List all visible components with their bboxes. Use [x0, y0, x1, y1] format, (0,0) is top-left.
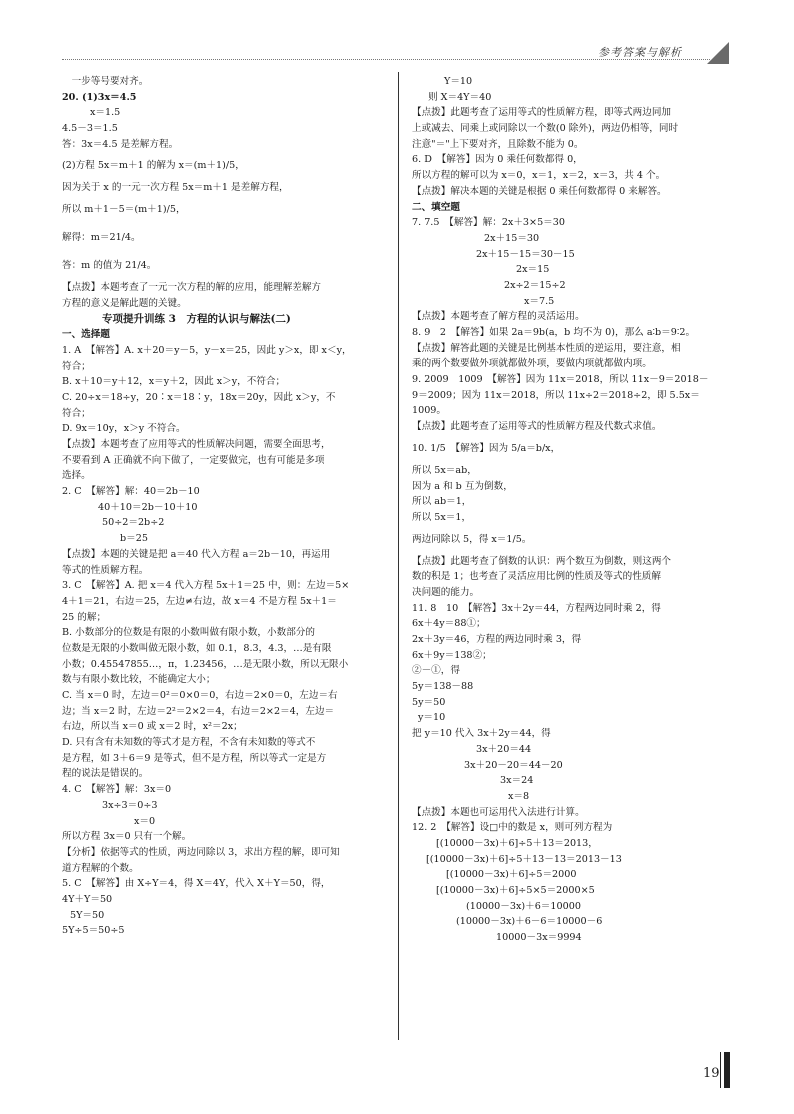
- text-line: D. 9x＝10y，x＞y 不符合。: [62, 423, 186, 435]
- text-line: 是方程，如 3＋6＝9 是等式，但不是方程，所以等式一定是方: [62, 752, 327, 764]
- text-line: 4. C 【解答】解：3x＝0: [62, 784, 172, 796]
- text-line: 5Y＝50: [70, 909, 105, 921]
- text-line: 决问题的能力。: [412, 586, 480, 598]
- header-title: 参考答案与解析: [598, 46, 682, 59]
- text-line: 把 y＝10 代入 3x＋2y＝44，得: [412, 728, 551, 740]
- text-line: 【点拨】此题考查了运用等式的性质解方程及代数式求值。: [412, 421, 662, 433]
- text-line: 小数；0.45547855…，π，1.23456，…是无限小数，所以无限小: [62, 658, 349, 670]
- text-line: 9. 2009 1009 【解答】因为 11x＝2018，所以 11x－9＝2018－: [412, 374, 709, 386]
- text-line: 道方程解的个数。: [62, 862, 139, 874]
- text-line: 【分析】依据等式的性质，两边同除以 3，求出方程的解，即可知: [62, 846, 340, 858]
- text-line: 【点拨】解决本题的关键是根据 0 乘任何数都得 0 来解答。: [412, 185, 667, 197]
- text-line: 9＝2009；因为 11x＝2018，所以 11x÷2＝2018÷2，即 5.5x＝: [412, 389, 700, 401]
- text-line: 答：3x＝4.5 是差解方程。: [62, 138, 179, 150]
- text-line: 所以方程的解可以为 x＝0，x＝1，x＝2，x＝3，共 4 个。: [412, 170, 666, 182]
- text-line: 1. A 【解答】A. x＋20＝y－5，y－x＝25，因此 y＞x，即 x＜y，: [62, 344, 352, 356]
- text-line: 10. 1/5 【解答】因为 5/a＝b/x，: [412, 442, 561, 454]
- text-line: x＝1.5: [90, 107, 121, 119]
- text-line: [(10000－3x)＋6]÷5×5＝2000×5: [436, 885, 595, 896]
- text-line: [(10000－3x)＋6]÷5＝2000: [446, 869, 577, 881]
- text-line: y＝10: [418, 712, 446, 724]
- text-line: 【点拨】本题的关键是把 a＝40 代入方程 a＝2b－10，再运用: [62, 548, 331, 560]
- text-line: 8. 9 2 【解答】如果 2a＝9b(a，b 均不为 0)，那么 a∶b＝9∶2。: [412, 327, 696, 338]
- text-line: 2x＋15－15＝30－15: [476, 248, 575, 260]
- text-line: 两边同除以 5，得 x＝1/5。: [412, 533, 532, 545]
- text-line: 50÷2＝2b÷2: [102, 517, 165, 529]
- text-line: 25 的解；: [62, 611, 107, 623]
- text-line: (10000－3x)＋6＝10000: [466, 900, 581, 912]
- text-line: 【点拨】本题考查了一元一次方程的解的应用，能理解差解方: [62, 282, 322, 294]
- text-line: 2. C 【解答】解：40＝2b－10: [62, 486, 200, 498]
- text-line: 所以 5x＝ab，: [412, 464, 477, 476]
- bold-line: 一、选择题: [62, 329, 110, 341]
- text-line: 因为关于 x 的一元一次方程 5x＝m＋1 是差解方程，: [62, 182, 289, 194]
- text-line: 6x＋9y＝138②；: [412, 649, 492, 661]
- text-line: x＝0: [134, 815, 156, 827]
- text-line: 不要看到 A 正确就不向下做了，一定要做完，也有可能是多项: [62, 454, 325, 466]
- text-line: 数的积是 1；也考查了灵活应用比例的性质及等式的性质解: [412, 571, 661, 583]
- text-line: 40＋10＝2b－10＋10: [98, 501, 198, 513]
- bold-line: 二、填空题: [412, 201, 460, 213]
- text-line: B. 小数部分的位数是有限的小数叫做有限小数，小数部分的: [62, 627, 315, 639]
- text-line: 3x＝24: [500, 775, 534, 787]
- text-line: b＝25: [120, 533, 148, 545]
- text-line: 【点拨】本题考查了解方程的灵活运用。: [412, 311, 585, 323]
- text-line: 符合；: [62, 407, 91, 419]
- text-line: 4＋1＝21，右边＝25，左边≠右边，故 x＝4 不是方程 5x＋1＝: [62, 595, 337, 607]
- column-divider: [398, 72, 399, 1040]
- text-line: 上或减去、同乘上或同除以一个数(0 除外)，两边仍相等，同时: [412, 123, 679, 135]
- text-line: 4Y＋Y＝50: [62, 893, 113, 905]
- text-line: 5Y÷5＝50÷5: [62, 925, 125, 937]
- left-column: [62, 74, 390, 939]
- text-line: Y＝10: [444, 76, 473, 87]
- text-line: 12. 2 【解答】设□中的数是 x，则可列方程为: [412, 822, 613, 834]
- text-line: 一步等号要对齐。: [62, 76, 149, 87]
- text-line: 方程的意义是解此题的关键。: [62, 297, 187, 309]
- text-line: 答：m 的值为 21/4。: [62, 260, 157, 272]
- page-number-thin-bar: [720, 1052, 721, 1088]
- text-line: 2x÷2＝15÷2: [504, 279, 566, 291]
- text-line: 2x＝15: [516, 264, 550, 276]
- text-line: 11. 8 10 【解答】3x＋2y＝44，方程两边同时乘 2，得: [412, 602, 661, 614]
- text-line: 【点拨】此题考查了倒数的认识：两个数互为倒数，则这两个: [412, 555, 672, 567]
- text-line: 符合；: [62, 360, 91, 372]
- text-line: 5y＝138－88: [412, 681, 474, 693]
- text-line: 位数是无限的小数叫做无限小数，如 0.1，8.3，4.3，…是有限: [62, 642, 332, 654]
- text-line: x＝8: [508, 790, 530, 802]
- text-line: 5. C 【解答】由 X÷Y＝4，得 X＝4Y，代入 X＋Y＝50，得，: [62, 878, 331, 890]
- text-line: 1009。: [412, 405, 447, 417]
- page-number-bar: [724, 1052, 730, 1088]
- text-line: 【点拨】解答此题的关键是比例基本性质的逆运用，要注意，相: [412, 342, 681, 354]
- text-line: 所以 m＋1－5＝(m＋1)/5，: [62, 204, 186, 216]
- text-line: 【点拨】本题也可运用代入法进行计算。: [412, 806, 585, 818]
- text-line: 则 X＝4Y＝40: [428, 91, 492, 103]
- text-line: 注意"＝"上下要对齐，且除数不能为 0。: [412, 138, 584, 150]
- text-line: (2)方程 5x＝m＋1 的解为 x＝(m＋1)/5，: [62, 160, 245, 172]
- section-heading: 专项提升训练 3 方程的认识与解法(二): [102, 312, 291, 325]
- text-line: 所以方程 3x＝0 只有一个解。: [62, 831, 192, 843]
- text-line: 等式的性质解方程。: [62, 564, 149, 576]
- text-line: 因为 a 和 b 互为倒数，: [412, 480, 513, 492]
- text-line: 2x＋15＝30: [484, 232, 540, 244]
- text-line: 3x÷3＝0÷3: [102, 799, 158, 811]
- text-line: 10000－3x＝9994: [496, 932, 582, 944]
- text-line: 乘的两个数要做外项就都做外项，要做内项就都做内项。: [412, 358, 652, 370]
- text-line: 3x＋20＝44: [476, 743, 532, 755]
- text-line: D. 只有含有未知数的等式才是方程，不含有未知数的等式不: [62, 737, 316, 749]
- text-line: 所以 5x＝1，: [412, 511, 472, 523]
- text-line: 4.5－3＝1.5: [62, 123, 118, 135]
- text-line: 2x＋3y＝46，方程的两边同时乘 3，得: [412, 634, 582, 645]
- text-line: B. x＋10＝y＋12，x＝y＋2，因此 x＞y，不符合；: [62, 376, 286, 388]
- text-line: 3x＋20－20＝44－20: [464, 759, 563, 771]
- text-line: C. 当 x＝0 时，左边＝0²＝0×0＝0，右边＝2×0＝0，左边＝右: [62, 690, 338, 701]
- bold-line: 20. (1)3x＝4.5: [62, 91, 137, 103]
- text-line: [(10000－3x)＋6]÷5＋13＝2013，: [436, 837, 598, 849]
- text-line: 选择。: [62, 470, 91, 482]
- text-line: 右边，所以当 x＝0 或 x＝2 时，x²＝2x；: [62, 721, 243, 733]
- text-line: x＝7.5: [524, 295, 555, 307]
- text-line: 6x＋4y＝88①；: [412, 618, 486, 630]
- text-line: 程的说法是错误的。: [62, 768, 149, 780]
- text-line: 5y＝50: [412, 696, 446, 708]
- text-line: ②－①，得: [412, 665, 460, 677]
- text-line: 6. D 【解答】因为 0 乘任何数都得 0，: [412, 154, 583, 166]
- text-line: 边；当 x＝2 时，左边＝2²＝2×2＝4，右边＝2×2＝4，左边＝: [62, 705, 335, 717]
- header-corner-tab: [707, 42, 729, 64]
- page-number: 19: [703, 1066, 720, 1081]
- text-line: 3. C 【解答】A. 把 x＝4 代入方程 5x＋1＝25 中，则：左边＝5×: [62, 580, 350, 592]
- text-line: [(10000－3x)＋6]÷5＋13－13＝2013－13: [426, 853, 622, 865]
- text-line: 解得：m＝21/4。: [62, 232, 141, 244]
- text-line: 【点拨】本题考查了应用等式的性质解决问题，需要全面思考，: [62, 439, 331, 450]
- text-line: 7. 7.5 【解答】解：2x＋3×5＝30: [412, 217, 565, 229]
- text-line: 【点拨】此题考查了运用等式的性质解方程，即等式两边同加: [412, 107, 672, 119]
- text-line: 所以 ab＝1，: [412, 496, 472, 508]
- text-line: C. 20÷x＝18÷y，20∶x＝18∶y，18x＝20y，因此 x＞y，不: [62, 391, 336, 403]
- text-line: (10000－3x)＋6－6＝10000－6: [456, 916, 603, 928]
- text-line: 数与有限小数比较，不能确定大小；: [62, 674, 216, 686]
- right-column: [412, 74, 732, 946]
